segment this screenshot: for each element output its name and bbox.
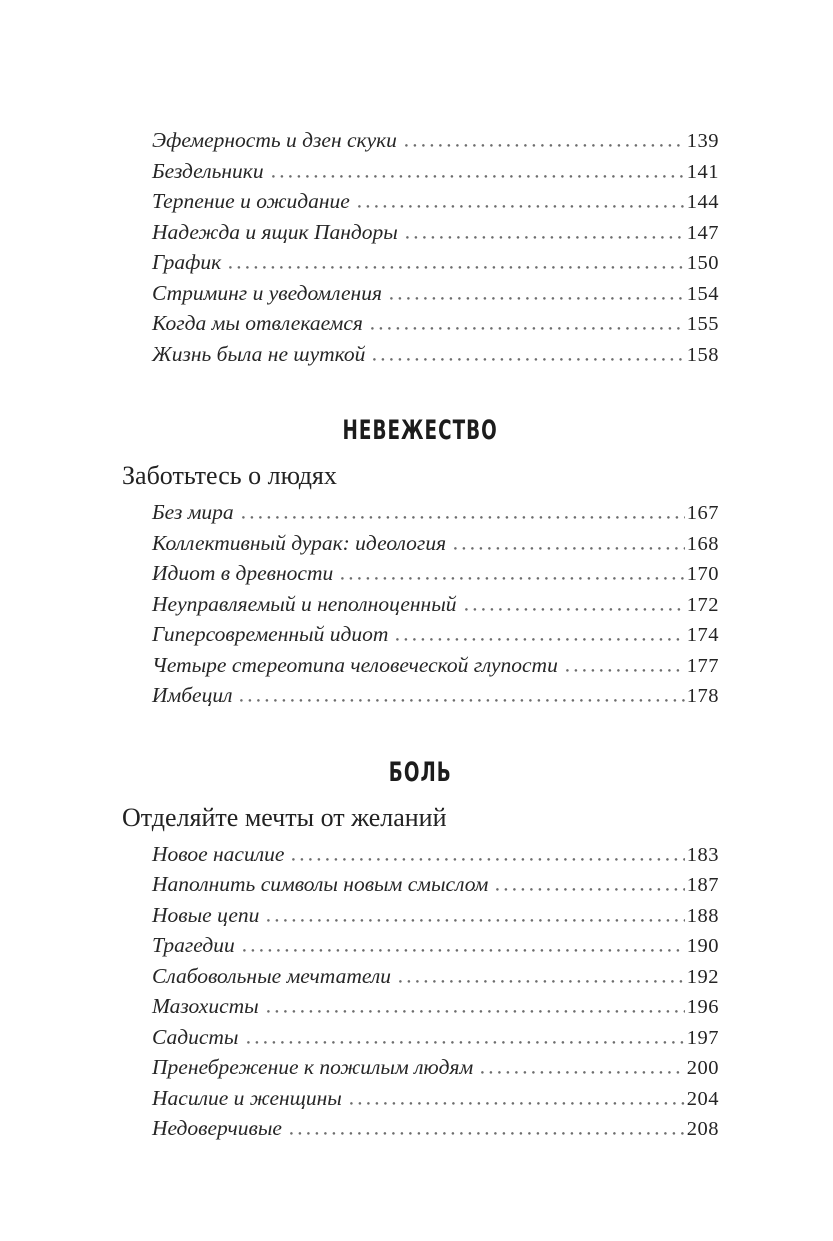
toc-entry-page-number: 190 — [686, 935, 719, 957]
toc-entry-title: Надежда и ящик Пандоры — [152, 219, 398, 244]
dotted-leader — [267, 1010, 685, 1013]
toc-entry-page-number: 167 — [686, 502, 719, 524]
toc-entry — [152, 590, 719, 621]
toc-entry-page-number: 187 — [686, 874, 719, 896]
toc-entry-page-number: 141 — [686, 160, 719, 183]
dotted-leader — [399, 980, 685, 983]
dotted-leader — [465, 608, 685, 611]
dotted-leader — [229, 266, 685, 269]
toc-entry — [152, 651, 719, 682]
toc-section — [122, 416, 719, 712]
toc-entry — [152, 309, 719, 340]
toc-entry-page-number: 188 — [686, 904, 719, 927]
toc-entry-page-number: 144 — [686, 191, 719, 213]
toc-entry-list — [122, 840, 719, 1145]
dotted-leader — [358, 205, 685, 208]
toc-entry-page-number: 196 — [686, 996, 719, 1018]
toc-entry-title: Садисты — [152, 1024, 239, 1049]
toc-entry-page-number: 168 — [686, 532, 719, 555]
toc-entry — [152, 681, 719, 712]
toc-entry-title: Идиот в древности — [152, 561, 334, 585]
toc-entry — [152, 559, 719, 590]
dotted-leader — [405, 144, 685, 147]
toc-entry-page-number: 208 — [686, 1118, 719, 1140]
toc-entry-title: Четыре стереотипа человеческой глупости — [152, 652, 558, 677]
toc-entry-title: Новые цепи — [152, 902, 260, 927]
toc-entry — [152, 1084, 719, 1115]
toc-entry-title: Имбецил — [152, 683, 233, 707]
toc-entry-title: Новое насилие — [152, 841, 285, 866]
section-subheading: Отделяйте мечты от желаний — [122, 802, 447, 832]
toc-entry — [152, 340, 719, 371]
section-subheading: Заботьтесь о людях — [122, 461, 337, 490]
dotted-leader — [240, 699, 684, 702]
section-heading-text: НЕВЕЖЕСТВО — [342, 415, 499, 446]
toc-entry-title: Насилие и женщины — [152, 1085, 342, 1110]
toc-entry-title: Жизнь была не шуткой — [152, 341, 366, 366]
toc-entry-title: Эфемерность и дзен скуки — [152, 128, 397, 152]
toc-entry — [152, 1114, 719, 1145]
toc-entry-title: Неуправляемый и неполноценный — [152, 591, 457, 616]
dotted-leader — [292, 858, 684, 861]
toc-entry — [152, 901, 719, 932]
toc-entry-title: Слабовольные мечтатели — [152, 963, 392, 988]
toc-entry-page-number: 174 — [686, 624, 719, 646]
toc-entry-page-number: 172 — [686, 593, 719, 616]
toc-entry-page-number: 192 — [686, 965, 719, 988]
toc-entry — [152, 962, 719, 993]
dotted-leader — [371, 327, 685, 330]
toc-entry-title: Когда мы отвлекаемся — [152, 311, 363, 335]
toc-entry — [152, 620, 719, 651]
dotted-leader — [390, 297, 685, 300]
dotted-leader — [496, 888, 684, 891]
toc-entry — [152, 1023, 719, 1054]
toc-entry — [152, 126, 719, 157]
toc-entry — [152, 931, 719, 962]
toc-section — [122, 758, 719, 1145]
toc-entry — [152, 279, 719, 310]
toc-section — [122, 126, 719, 370]
dotted-leader — [396, 638, 684, 641]
toc-entry-page-number: 158 — [686, 343, 719, 366]
toc-entry-title: Пренебрежение к пожилым людям — [152, 1055, 474, 1079]
toc-entry-page-number: 147 — [686, 221, 719, 244]
dotted-leader — [566, 669, 685, 672]
section-heading-text: БОЛЬ — [389, 756, 452, 788]
toc-entry-page-number: 139 — [686, 130, 719, 152]
toc-entry-title: Стриминг и уведомления — [152, 280, 382, 305]
toc-entry — [152, 498, 719, 529]
dotted-leader — [267, 919, 684, 922]
dotted-leader — [290, 1132, 685, 1135]
toc-entry-title: Гиперсовременный идиот — [152, 622, 389, 646]
toc-entry-title: Коллективный дурак: идеология — [152, 530, 447, 555]
toc-entry — [152, 218, 719, 249]
dotted-leader — [406, 236, 685, 239]
toc-entry — [152, 248, 719, 279]
toc-entry-title: График — [152, 250, 222, 274]
toc-entry-page-number: 170 — [686, 563, 719, 585]
toc-entry-title: Бездельники — [152, 158, 264, 183]
toc-entry-page-number: 178 — [686, 685, 719, 707]
toc-entry — [152, 840, 719, 871]
toc-entry-page-number: 204 — [686, 1087, 719, 1110]
section-heading — [122, 416, 719, 446]
toc-entry-title: Наполнить символы новым смыслом — [152, 872, 489, 896]
toc-entry-list — [122, 126, 719, 370]
toc-entry-page-number: 177 — [686, 654, 719, 677]
toc-entry-list — [122, 498, 719, 712]
toc-entry-title: Трагедии — [152, 933, 235, 957]
toc-entry-page-number: 155 — [686, 313, 719, 335]
toc-entry — [152, 870, 719, 901]
toc-entry — [152, 529, 719, 560]
dotted-leader — [272, 175, 685, 178]
section-heading — [122, 758, 719, 788]
dotted-leader — [454, 547, 685, 550]
toc-entry-page-number: 197 — [686, 1026, 719, 1049]
toc-entry-title: Без мира — [152, 500, 234, 524]
toc-entry — [152, 157, 719, 188]
toc-entry — [152, 992, 719, 1023]
toc-entry-page-number: 183 — [686, 843, 719, 866]
dotted-leader — [341, 577, 685, 580]
dotted-leader — [350, 1102, 685, 1105]
dotted-leader — [243, 949, 685, 952]
toc-entry-page-number: 150 — [686, 252, 719, 274]
dotted-leader — [481, 1071, 685, 1074]
toc-entry — [152, 1053, 719, 1084]
dotted-leader — [373, 358, 684, 361]
toc-entry-title: Недоверчивые — [152, 1116, 282, 1140]
dotted-leader — [247, 1041, 685, 1044]
toc-entry-title: Мазохисты — [152, 994, 259, 1018]
dotted-leader — [242, 516, 685, 519]
toc-entry-page-number: 200 — [686, 1057, 719, 1079]
toc-entry — [152, 187, 719, 218]
toc-entry-page-number: 154 — [686, 282, 719, 305]
toc-entry-title: Терпение и ожидание — [152, 189, 350, 213]
